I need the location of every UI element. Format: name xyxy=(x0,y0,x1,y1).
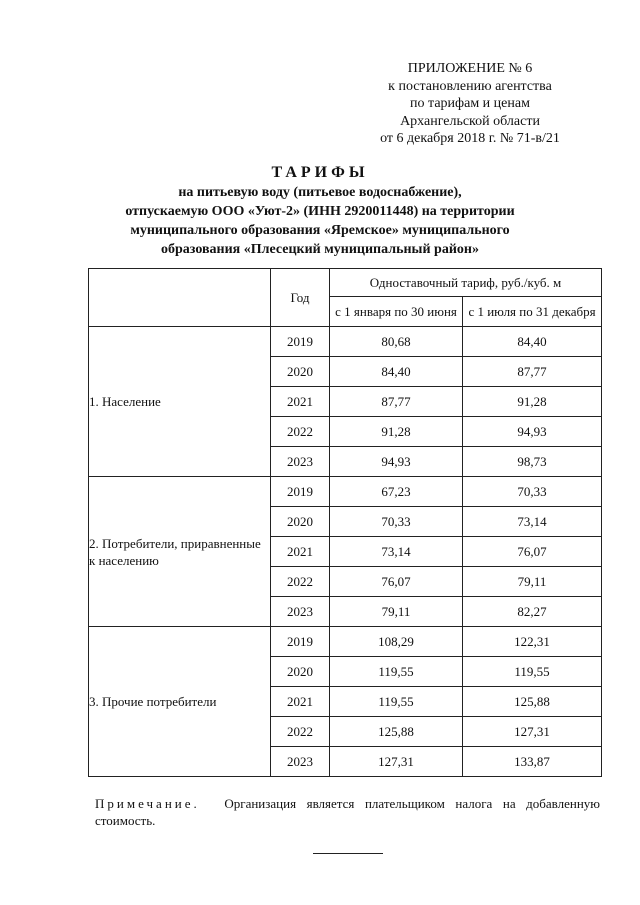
tariff-second-half-cell: 82,27 xyxy=(463,597,602,627)
tariff-table xyxy=(88,268,602,777)
tariff-first-half-cell: 119,55 xyxy=(330,687,463,717)
tariff-first-half-cell: 76,07 xyxy=(330,567,463,597)
year-cell: 2023 xyxy=(271,447,330,477)
year-cell: 2021 xyxy=(271,687,330,717)
tariff-second-half-cell: 122,31 xyxy=(463,627,602,657)
appendix-block xyxy=(340,60,600,148)
tariff-first-half-cell: 87,77 xyxy=(330,387,463,417)
appendix-line: ПРИЛОЖЕНИЕ № 6 xyxy=(407,61,533,76)
tariff-second-half-cell: 133,87 xyxy=(463,747,602,777)
tariff-first-half-cell: 127,31 xyxy=(330,747,463,777)
tariff-second-half-cell: 70,33 xyxy=(463,477,602,507)
tariff-second-half-cell: 79,11 xyxy=(463,567,602,597)
year-cell: 2021 xyxy=(271,537,330,567)
tariff-first-half-cell: 79,11 xyxy=(330,597,463,627)
note-label: Примечание. xyxy=(95,796,200,811)
table-row xyxy=(89,627,602,657)
table-row xyxy=(89,327,602,357)
note-text: Организация является плательщиком налога на добавленную стоимость. xyxy=(95,796,600,828)
year-cell: 2022 xyxy=(271,567,330,597)
appendix-line: от 6 декабря 2018 г. № 71-в/21 xyxy=(380,131,560,146)
note-paragraph xyxy=(95,795,600,829)
tariff-first-half-cell: 84,40 xyxy=(330,357,463,387)
header-first-half: с 1 января по 30 июня xyxy=(330,297,463,327)
title-line: отпускаемую ООО «Уют-2» (ИНН 2920011448) на территории xyxy=(125,204,515,219)
document-title xyxy=(60,163,580,259)
year-cell: 2020 xyxy=(271,657,330,687)
header-year: Год xyxy=(271,269,330,327)
tariff-second-half-cell: 91,28 xyxy=(463,387,602,417)
tariff-first-half-cell: 73,14 xyxy=(330,537,463,567)
year-cell: 2019 xyxy=(271,627,330,657)
tariff-second-half-cell: 73,14 xyxy=(463,507,602,537)
year-cell: 2022 xyxy=(271,717,330,747)
table-row xyxy=(89,477,602,507)
end-divider xyxy=(313,853,383,854)
tariff-second-half-cell: 127,31 xyxy=(463,717,602,747)
appendix-line: к постановлению агентства xyxy=(388,78,552,94)
tariff-first-half-cell: 94,93 xyxy=(330,447,463,477)
header-tariff-group: Одноставочный тариф, руб./куб. м xyxy=(330,269,602,297)
title-main: ТАРИФЫ xyxy=(271,164,369,181)
tariff-second-half-cell: 98,73 xyxy=(463,447,602,477)
tariff-second-half-cell: 87,77 xyxy=(463,357,602,387)
title-line: образования «Плесецкий муниципальный район» xyxy=(161,242,479,257)
tariff-first-half-cell: 91,28 xyxy=(330,417,463,447)
tariff-first-half-cell: 108,29 xyxy=(330,627,463,657)
year-cell: 2021 xyxy=(271,387,330,417)
appendix-line: по тарифам и ценам xyxy=(410,96,530,111)
table-body xyxy=(89,327,602,777)
tariff-second-half-cell: 76,07 xyxy=(463,537,602,567)
tariff-first-half-cell: 70,33 xyxy=(330,507,463,537)
tariff-second-half-cell: 125,88 xyxy=(463,687,602,717)
category-cell: 2. Потребители, приравненные к населению xyxy=(89,477,271,627)
title-line: на питьевую воду (питьевое водоснабжение), xyxy=(178,185,462,200)
year-cell: 2019 xyxy=(271,327,330,357)
header-second-half: с 1 июля по 31 декабря xyxy=(463,297,602,327)
year-cell: 2023 xyxy=(271,597,330,627)
year-cell: 2019 xyxy=(271,477,330,507)
tariff-second-half-cell: 119,55 xyxy=(463,657,602,687)
year-cell: 2023 xyxy=(271,747,330,777)
title-line: муниципального образования «Яремское» муниципального xyxy=(130,223,510,238)
tariff-second-half-cell: 94,93 xyxy=(463,417,602,447)
category-cell: 3. Прочие потребители xyxy=(89,627,271,777)
category-cell: 1. Население xyxy=(89,327,271,477)
year-cell: 2022 xyxy=(271,417,330,447)
year-cell: 2020 xyxy=(271,357,330,387)
tariff-first-half-cell: 67,23 xyxy=(330,477,463,507)
tariff-first-half-cell: 80,68 xyxy=(330,327,463,357)
note xyxy=(95,795,600,829)
tariff-first-half-cell: 125,88 xyxy=(330,717,463,747)
year-cell: 2020 xyxy=(271,507,330,537)
tariff-first-half-cell: 119,55 xyxy=(330,657,463,687)
header-category-cell xyxy=(89,269,271,327)
appendix-line: Архангельской области xyxy=(400,113,540,129)
tariff-second-half-cell: 84,40 xyxy=(463,327,602,357)
